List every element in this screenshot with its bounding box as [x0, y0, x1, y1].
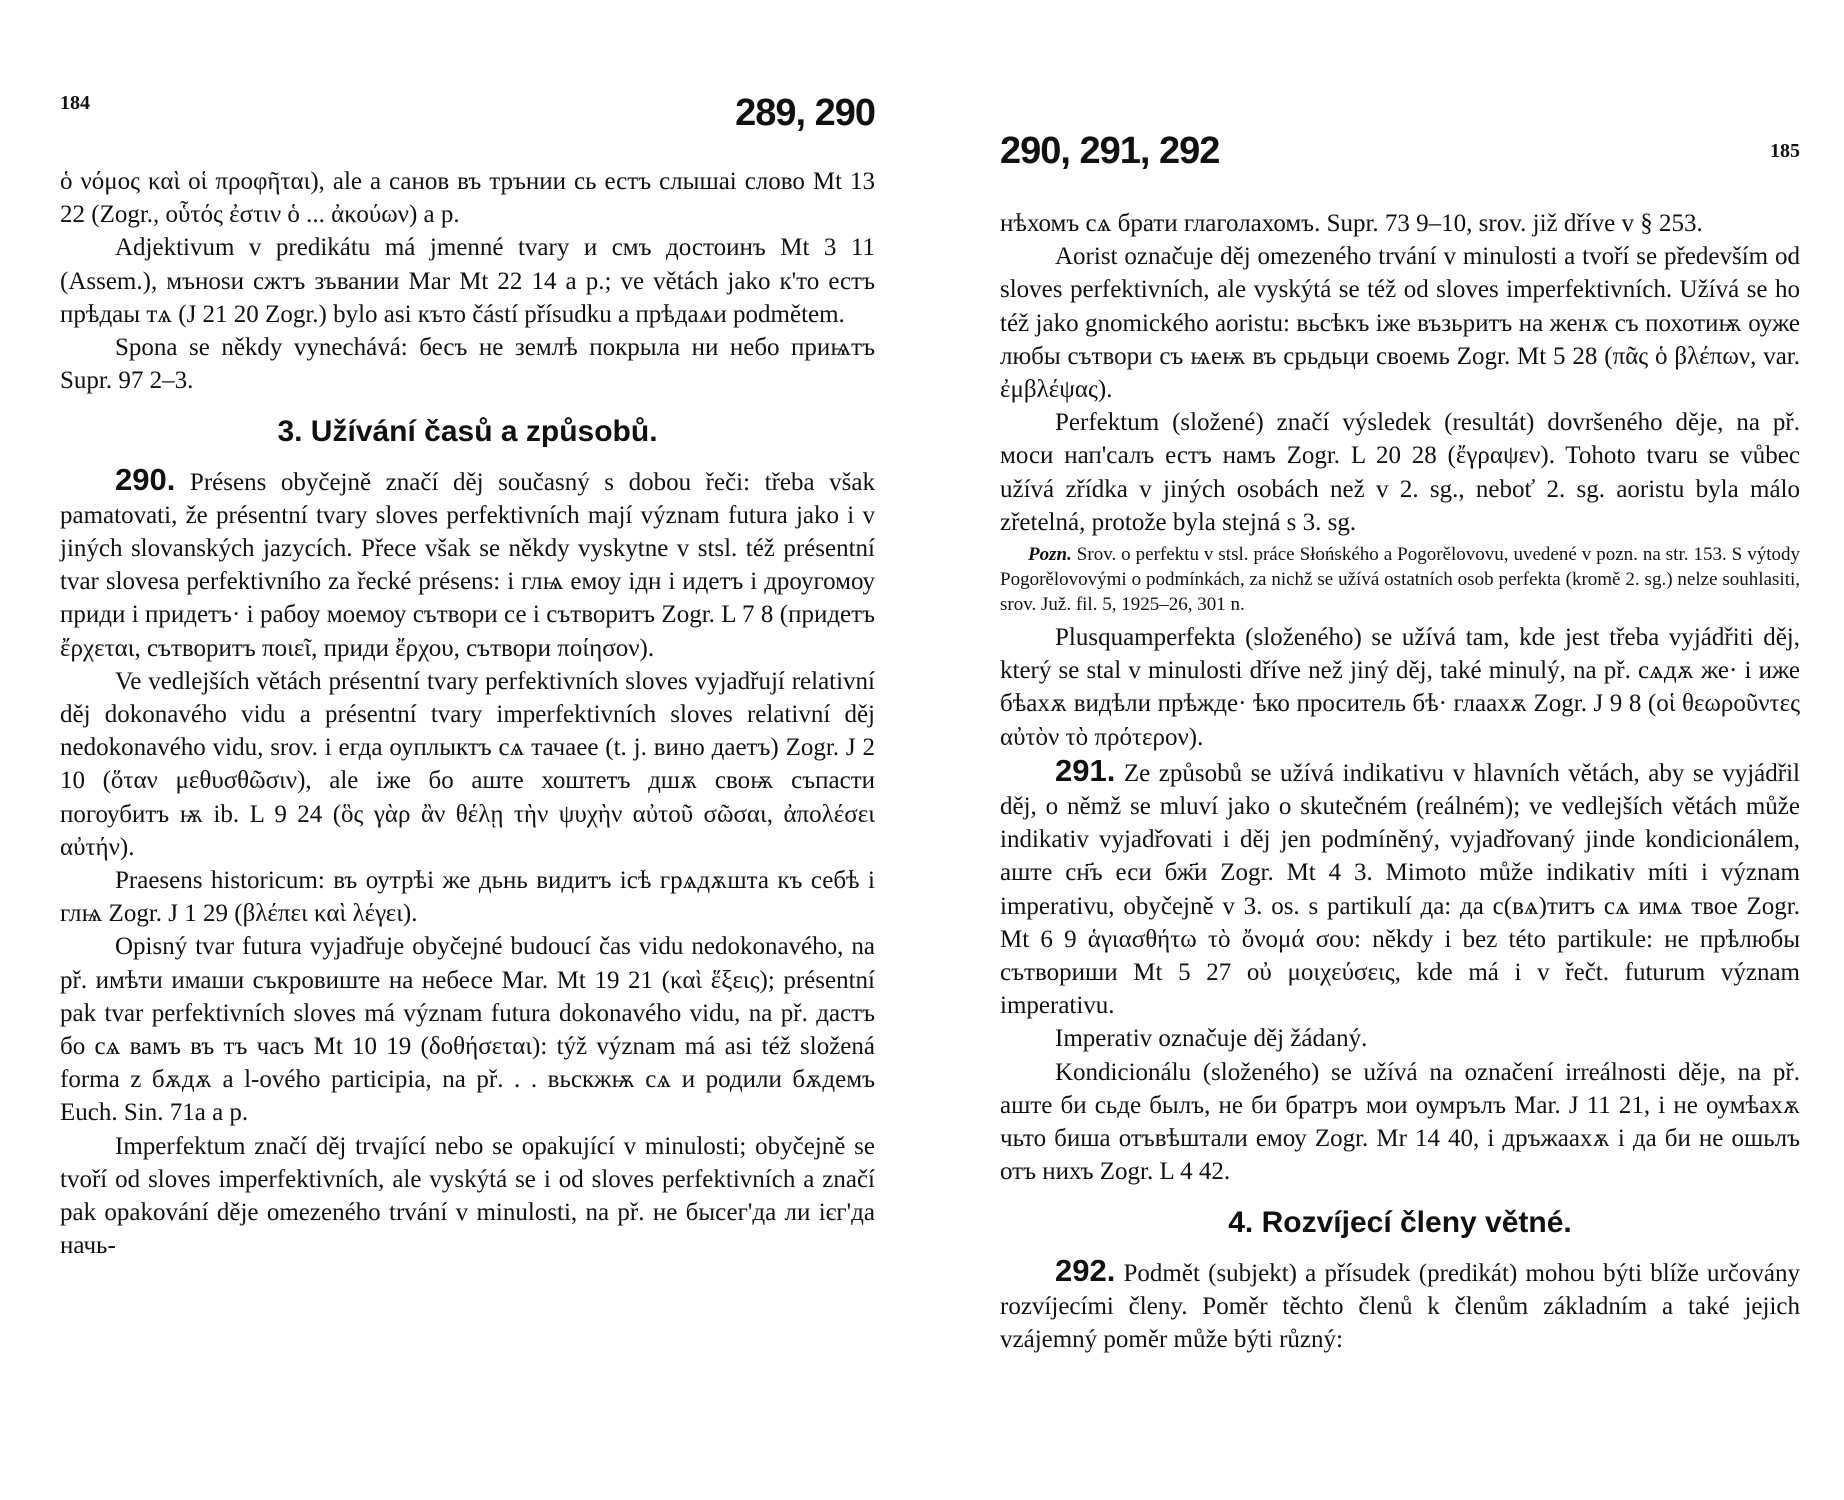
numbered-paragraph [1000, 754, 1800, 1023]
paragraph: Praesens historicum: въ оутрѣі же дьнь видитъ ісѣ грѧдѫшта къ себѣ і глѩ Zogr. J 1 29 (βλέπει καὶ λέγει). [60, 867, 875, 928]
paragraph-range: 289, 290 [735, 92, 875, 134]
section-heading: 4. Rozvíjecí členy větné. [1228, 1206, 1572, 1240]
page-number: 185 [1770, 140, 1800, 162]
paragraph: Imperativ označuje děj žádaný. [1055, 1025, 1368, 1053]
paragraph: Adjektivum v predikátu má jmenné tvary и смъ достоинъ Mt 3 11 (Assem.), мъноѕи сжтъ зъвании Mar Mt 22 14 a p.; ve větách jako к'то естъ прѣдаы тѧ (J 21 20 Zogr.) bylo asi къто částí přísudku a прѣдаѧи podmětem. [60, 234, 875, 328]
paragraph: Aorist označuje děj omezeného trvání v minulosti a tvoří se především od sloves perfektivních, ale vyskýtá se též od sloves imperfektivních. Užívá se ho též jako gnomického aoristu: вьсѣкъ іже възьритъ на женѫ съ похотиѭ оуже любы сътвори съ ѩеѭ въ срьдьци своемь Zogr. Mt 5 28 (πᾶς ὁ βλέπων, var. ἐμβλέψας). [1000, 243, 1800, 404]
paragraph: Imperfektum značí děj trvající nebo se opakující v minulosti; obyčejně se tvoří od sloves imperfektivních, ale vyskýtá se i od sloves perfektivních a značí pak opakování děje omezeného trvání v minulosti, na př. не бысег'да ли ієг'да начь- [60, 1132, 875, 1260]
paragraph-range: 290, 291, 292 [1000, 130, 1220, 172]
paragraph: Spona se někdy vynechává: бесъ не землѣ покрыла ни небо приѩтъ Supr. 97 2–3. [60, 334, 875, 395]
paragraph-number: 291. [1055, 752, 1116, 788]
section-heading: 3. Užívání časů a způsobů. [277, 415, 658, 449]
paragraph-text: Présens obyčejně značí děj současný s dobou řeči: třeba však pamatovati, že présentní tvary sloves perfektivních mají význam futura jako i v jiných slovanských jazycích. Přece však se někdy vyskytne v stsl. též présentní tvar slovesa perfektivního za řecké présens: і глѩ емоу ідн і идетъ і дроугомоу приди і придетъ· і рабоу моемоу сътвори се і сътворитъ Zogr. L 7 8 (придетъ ἔρχεται, сътворитъ ποιεῖ, приди ἔρχου, сътвори ποίησον). [60, 468, 875, 662]
footnote [1000, 542, 1800, 617]
note-label: Pozn. [1028, 544, 1072, 566]
paragraph: нѣхомъ сѧ брати глаголахомъ. Supr. 73 9–10, srov. již dříve v § 253. [1000, 210, 1703, 237]
paragraph-text: Ze způsobů se užívá indikativu v hlavních větách, aby se vyjádřil děj, o němž se mluví jako o skutečném (reálném); ve vedlejších větách může indikativ vyjadřovati i děj jen podmíněný, vyjadřovaný jinde kondicionálem, аште сн҃ъ еси бж҃и Zogr. Mt 4 3. Mimoto může indikativ míti i význam imperativu, obyčejně v 3. os. s partikulí да: да с(вѧ)титъ сѧ имѧ твое Zogr. Mt 6 9 ἁγιασθήτω τὸ ὄνομά σου: někdy i bez této partikule: не прѣлюбы сътвориши Mt 5 27 οὐ μοιχεύσεις, kde má i v řečt. futurum význam imperativu. [1000, 759, 1800, 1020]
paragraph: Ve vedlejších větách présentní tvary perfektivních sloves vyjadřují relativní děj dokonavého vidu a présentní tvary imperfektivních sloves relativní děj nedokonavého vidu, srov. і егда оуплыктъ сѧ тачаее (t. j. вино даетъ) Zogr. J 2 10 (ὅταν μεθυσθῶσιν), ale іже бо аште хоштетъ дшѫ своѭ съпасти погоубитъ ѭ ib. L 9 24 (ὃς γὰρ ἂν θέλῃ τὴν ψυχὴν αὐτοῦ σῶσαι, ἀπολέσει αὐτήν). [60, 667, 875, 861]
paragraph-number: 290. [115, 461, 176, 497]
paragraph: Plusquamperfekta (složeného) se užívá tam, kde jest třeba vyjádřiti děj, který se stal v minulosti dříve než jiný děj, také minulý, na př. сѧдѫ же· і иже бѣахѫ видѣли прѣжде· ѣко проситель бѣ· глаахѫ Zogr. J 9 8 (οἱ θεωροῦντες αὐτὸν τὸ πρότερον). [1000, 624, 1800, 751]
page-body [1000, 207, 1800, 1356]
paragraph-text: Podmět (subjekt) a přísudek (predikát) mohou býti blíže určovány rozvíjecími členy. Poměr těchto členů k členům základním a také jejich vzájemný poměr může býti různý: [1000, 1259, 1800, 1354]
note-text: Srov. o perfektu v stsl. práce Słońského a Pogorělovovu, uvedené v pozn. na str. 153. S výtody Pogorělovovými o podmínkách, za nichž se užívá ostatních osob perfekta (kromě 2. sg.) nelze souhlasiti, srov. Juž. fil. 5, 1925–26, 301 n. [1000, 544, 1800, 616]
page-body [60, 165, 875, 1263]
page-number: 184 [60, 92, 90, 114]
numbered-paragraph [1000, 1254, 1800, 1357]
paragraph-number: 292. [1055, 1252, 1116, 1288]
numbered-paragraph [60, 463, 875, 665]
paragraph: ὁ νόμος καὶ οἱ προφῆται), ale а санов въ трънии сь естъ слышаі слово Mt 13 22 (Zogr., οὗτός ἐστιν ὁ ... ἀκούων) a p. [60, 168, 875, 229]
paragraph: Kondicionálu (složeného) se užívá na označení irreálnosti děje, na př. аште би сьде былъ, не би братръ мои оумрълъ Mar. J 11 21, і не оумѣахѫ чьто биша отъвѣштали емоу Zogr. Mr 14 40, і дръжаахѫ і да би не ошьлъ отъ нихъ Zogr. L 4 42. [1000, 1058, 1800, 1186]
paragraph: Opisný tvar futura vyjadřuje obyčejné budoucí čas vidu nedokonavého, na př. имѣти имаши съкровиште на небесе Mar. Mt 19 21 (καὶ ἕξεις); présentní pak tvar perfektivních sloves má význam futura dokonavého vidu, na př. дастъ бо сѧ вамъ въ тъ часъ Mt 10 19 (δοθήσεται): týž význam má asi též složená forma z бѫдѫ a l-ového participia, na př. . . вьскжѭ сѧ и родили бѫдемъ Euch. Sin. 71a a p. [60, 933, 875, 1127]
paragraph: Perfektum (složené) značí výsledek (resultát) dovršeného děje, na př. моси нап'салъ естъ намъ Zogr. L 20 28 (ἔγραψεν). Tohoto tvaru se vůbec užívá zřídka v jiných osobách než v 2. sg., neboť 2. sg. aoristu byla málo zřetelná, protože byla stejná s 3. sg. [1000, 409, 1800, 536]
